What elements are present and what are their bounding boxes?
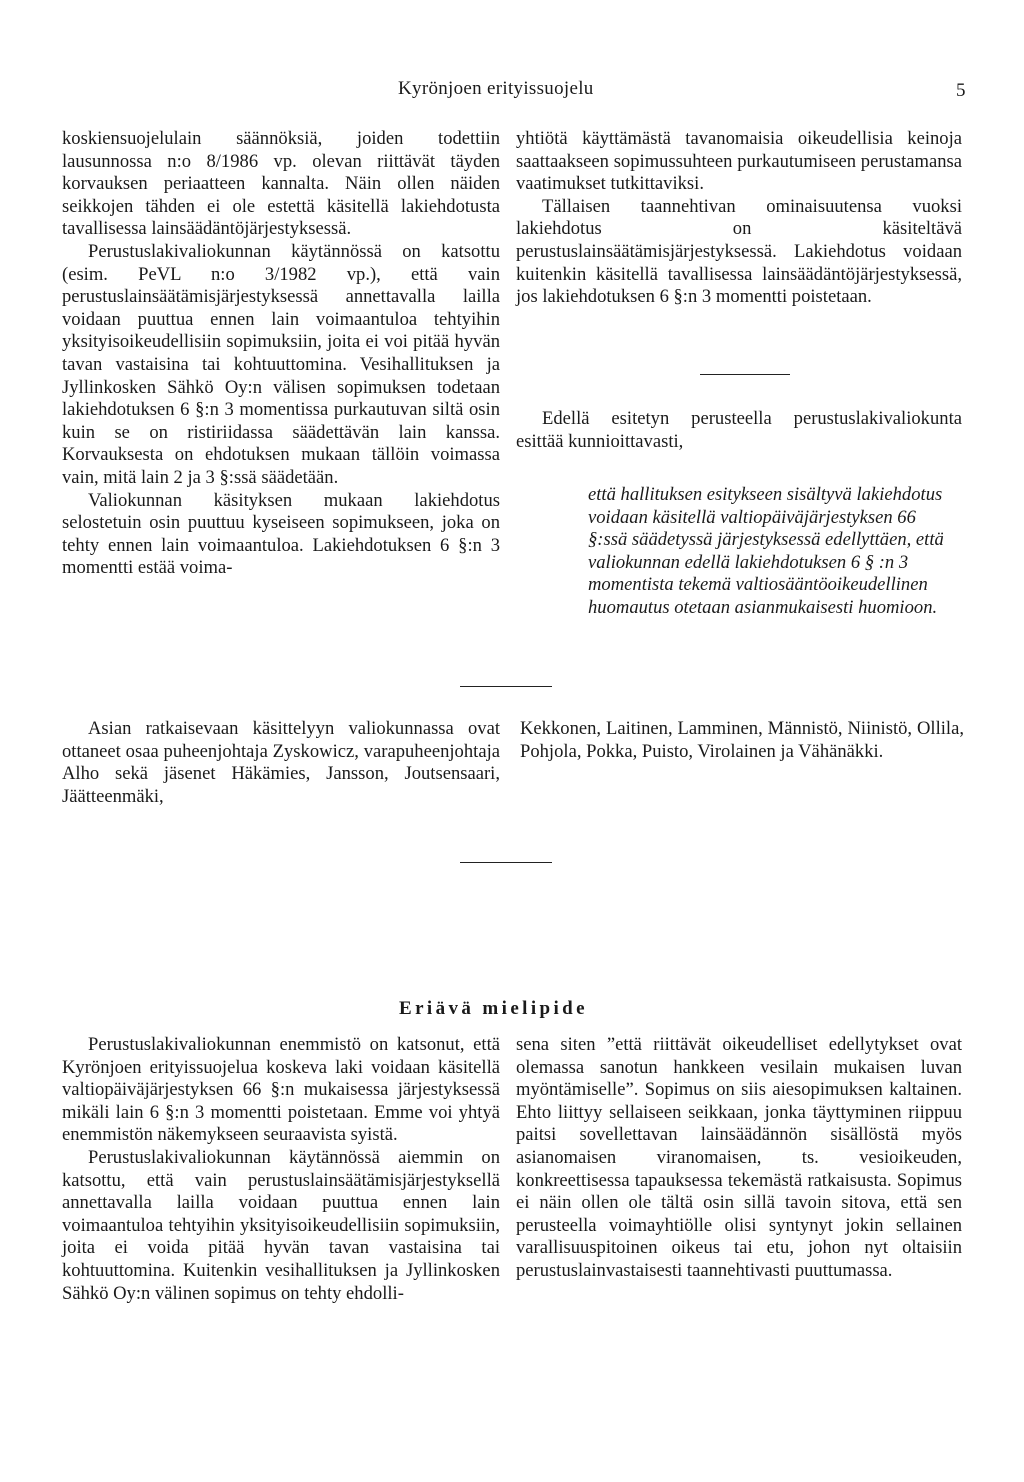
- paragraph: koskiensuojelulain säännöksiä, joiden todettiin lausunnossa n:o 8/1986 vp. olevan riittävät täyden korvauksen periaatteen kannalta. Näin ollen näiden seikkojen tähden ei ole estettä käsitellä lakiehdotusta tavallisessa lainsäädäntöjärjestyksessä.: [62, 128, 500, 240]
- running-title: Kyrönjoen erityissuojelu: [398, 78, 594, 99]
- paragraph: Tällaisen taannehtivan ominaisuutensa vuoksi lakiehdotus on käsiteltävä perustuslainsäätämisjärjestyksessä. Lakiehdotus voidaan kuitenkin käsitellä tavallisessa lainsäädäntöjärjestyksessä, jos lakiehdotuksen 6 §:n 3 momentti poistetaan.: [516, 195, 962, 308]
- top-right-column: [516, 128, 962, 309]
- paragraph: Perustuslakivaliokunnan enemmistö on katsonut, että Kyrönjoen erityissuojelua koskeva laki voidaan käsitellä valtiopäiväjärjestyksen 66 §:n mukaisessa järjestyksessä mikäli lain 6 §:n 3 momentti poistetaan. Emme voi yhtyä enemmistön näkemykseen seuraavista syistä.: [62, 1034, 500, 1146]
- paragraph: sena siten ”että riittävät oikeudelliset edellytykset ovat olemassa sanotun hankkeen vesilain mukaisen luvan myöntämiselle”. Sopimus on siis aiesopimuksen kaltainen. Ehto liittyy sellaiseen seikkaan, jonka täyttyminen riippuu paitsi sovellettavan lainsäädännön sisällöstä myös asianomaisen viranomaisen, ts. vesioikeuden, konkreettisessa tapauksessa tekemästä ratkaisusta. Sopimus ei näin ollen ole tältä osin sillä tavoin sitova, että sen perusteella voimayhtiölle olisi syntynyt jokin sellainen varallisuuspitoinen oikeus tai etu, johon nyt oltaisiin perustuslainvastaisesti taannehtivasti puuttumassa.: [516, 1034, 962, 1281]
- paragraph: Perustuslakivaliokunnan käytännössä on katsottu (esim. PeVL n:o 3/1982 vp.), että vain perustuslainsäätämisjärjestyksessä annettavalla lailla voidaan puuttua ennen lain voimaantuloa tehtyihin yksityisoikeudellisiin sopimuksiin, joita ei voi pitää hyvän tavan vastaisina tai kohtuuttomina. Vesihallituksen ja Jyllinkosken Sähkö Oy:n välisen sopimuksen todetaan lakiehdotuksen 6 §:n 3 momentissa purkautuvan siltä osin kuin se on ristiriidassa säädettävän lain kanssa. Korvauksesta on ehdotuksen mukaan tällöin voimassa vain, mitä lain 2 ja 3 §:ssä säädetään.: [62, 240, 500, 488]
- top-left-column: [62, 128, 500, 580]
- bottom-right-column: [516, 1034, 962, 1283]
- dissent-heading: Eriävä mielipide: [399, 998, 588, 1019]
- proposal-intro: Edellä esitetyn perusteella perustuslakivaliokunta esittää kunnioittavasti,: [516, 408, 962, 452]
- section-divider: [460, 862, 552, 863]
- section-divider: [700, 374, 790, 375]
- members-left-column: Asian ratkaisevaan käsittelyyn valiokunnassa ovat ottaneet osaa puheenjohtaja Zyskowicz, varapuheenjohtaja Alho sekä jäsenet Häkämies, Jansson, Joutsensaari, Jäätteenmäki,: [62, 718, 500, 807]
- paragraph: yhtiötä käyttämästä tavanomaisia oikeudellisia keinoja saattaakseen sopimussuhteen purkautumiseen perustamansa vaatimukset tutkittaviksi.: [516, 128, 962, 195]
- bottom-left-column: [62, 1034, 500, 1305]
- paragraph: Perustuslakivaliokunnan käytännössä aiemmin on katsottu, että vain perustuslainsäätämisjärjestyksellä annettavalla lailla voidaan puuttua ennen lain voimaantuloa tehtyihin yksityisoikeudellisiin sopimuksiin, joita ei voida pitää hyvän tavan vastaisina tai kohtuuttomina. Kuitenkin vesihallituksen ja Jyllinkosken Sähkö Oy:n välinen sopimus on tehty ehdolli-: [62, 1146, 500, 1304]
- members-right-column: Kekkonen, Laitinen, Lamminen, Männistö, Niinistö, Ollila, Pohjola, Pokka, Puisto, Virolainen ja Vähänäkki.: [520, 718, 964, 762]
- paragraph: Valiokunnan käsityksen mukaan lakiehdotus selostetuin osin puuttuu kyseiseen sopimukseen, joka on tehty ennen lain voimaantuloa. Lakiehdotuksen 6 §:n 3 momentti estää voima-: [62, 489, 500, 579]
- proposal-statement: että hallituksen esitykseen sisältyvä lakiehdotus voidaan käsitellä valtiopäiväjärjestyksen 66 §:ssä säädetyssä järjestyksessä edellyttäen, että valiokunnan edellä lakiehdotuksen 6 § :n 3 momentista tekemä valtiosääntöoikeudellinen huomautus otetaan asianmukaisesti huomioon.: [588, 484, 944, 618]
- page-number: 5: [956, 80, 966, 101]
- section-divider: [460, 686, 552, 687]
